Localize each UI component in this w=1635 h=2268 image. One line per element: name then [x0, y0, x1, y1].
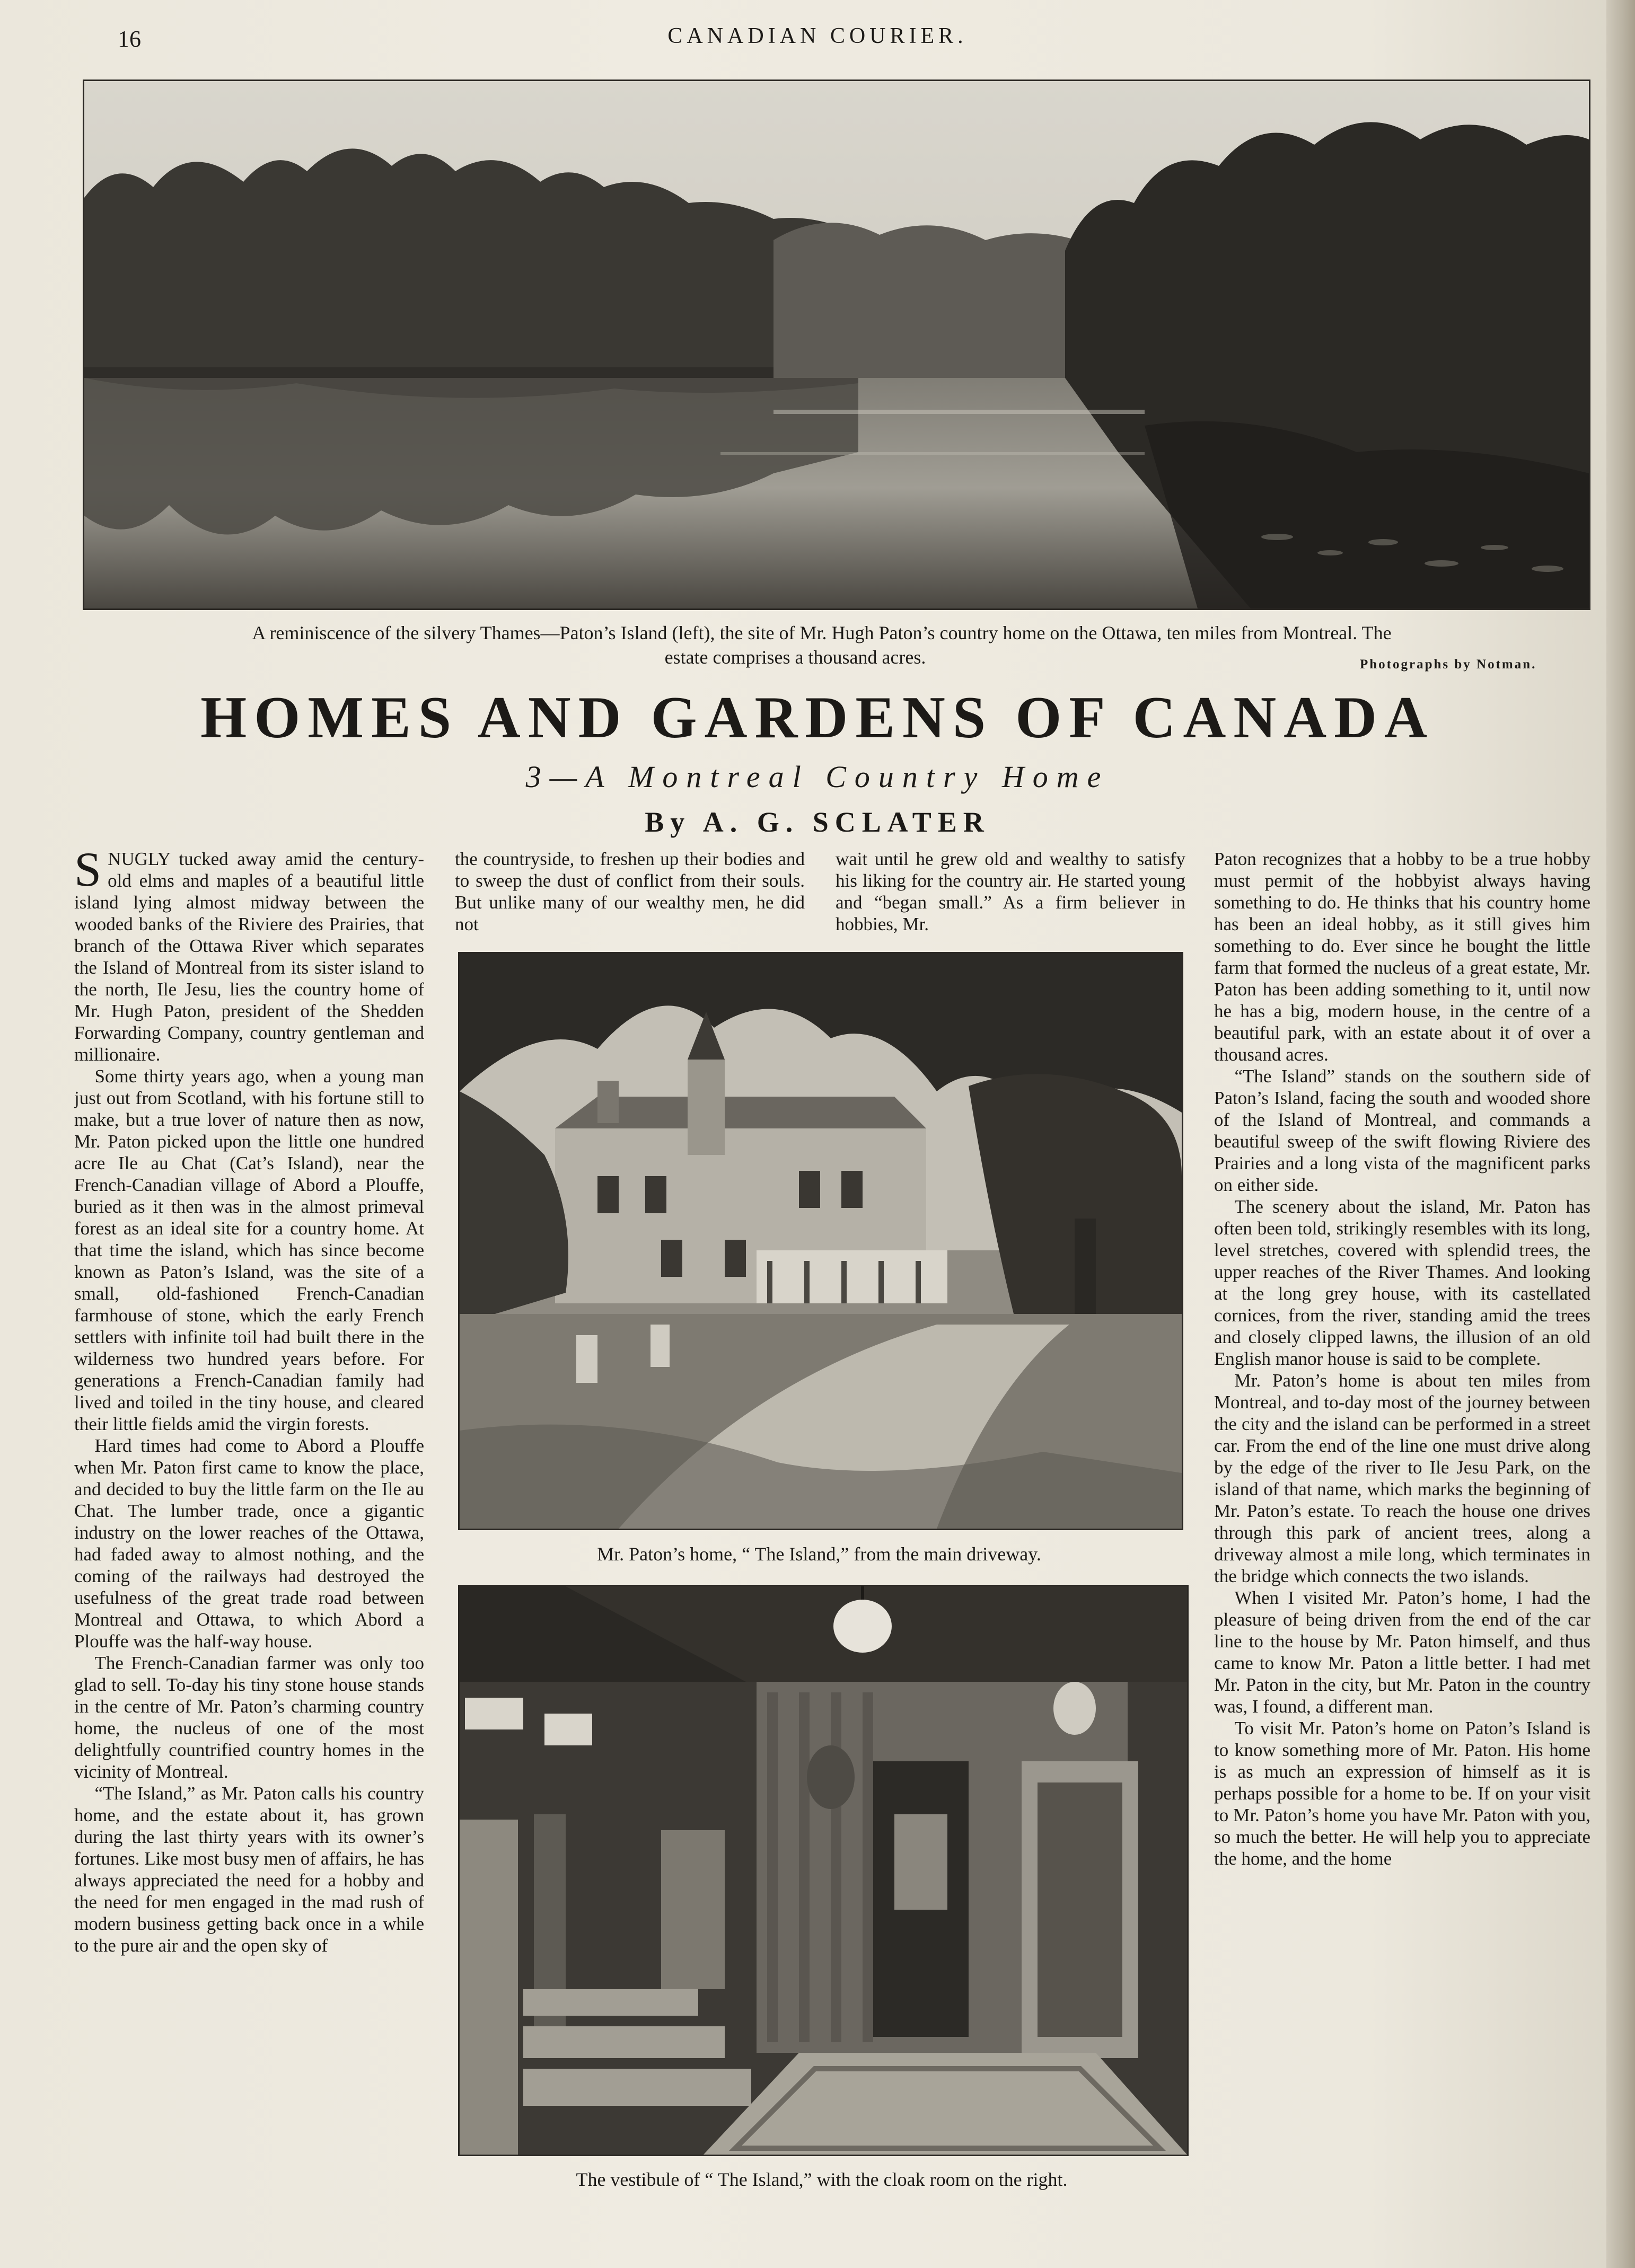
- col4-paragraph-3: The scenery about the island, Mr. Paton has often been told, strikingly resembles with its long, level stretches, covered with splendid trees, the upper reaches of the River Thames. And looking at the long grey house, with its castellated cornices, from the river, standing amid the trees and closely clipped lawns, the illusion of an old English manor house is said to be complete.: [1214, 1196, 1590, 1369]
- article-headline: HOMES AND GARDENS OF CANADA: [200, 685, 1435, 751]
- running-head: CANADIAN COURIER.: [667, 24, 968, 48]
- river-landscape-image: [84, 81, 1589, 608]
- col1-paragraph-2: Some thirty years ago, when a young man just out from Scotland, with his fortune still to make, but a true lover of nature then as now, Mr. Paton picked upon the little one hundred acre Ile au Chat (Cat’s Island), near the French-Canadian village of Abord a Plouffe, buried as it then was in the almost primeval forest as an ideal site for a country home. At that time the island, which has since become known as Paton’s Island, was the site of a small, old-fashioned French-Canadian farmhouse of stone, which the early French settlers with infinite toil had built there in the wilderness two hundred years before. For generations a French-Canadian family had lived and toiled in the tiny house, and cleared their little fields amid the virgin forests.: [74, 1066, 424, 1434]
- drop-cap: S: [74, 848, 102, 896]
- col4-paragraph-1: Paton recognizes that a hobby to be a true hobby must permit of the hobbyist always having something to do. He thinks that his country home has been an ideal hobby, as it still gives him something to do. Ever since he bought the little farm that formed the nucleus of a great estate, Mr. Paton has been adding something to it, until now he has a big, modern house, in the centre of a beautiful park, with an estate about it of over a thousand acres.: [1214, 849, 1590, 1065]
- article-column-1: [74, 848, 424, 2205]
- article-subhead: 3—A Montreal Country Home: [525, 760, 1110, 794]
- photo-credit: Photographs by Notman.: [1360, 657, 1537, 672]
- top-photo-caption-line1: A reminiscence of the silvery Thames—Paton’s Island (left), the site of Mr. Hugh Paton’s country home on the Ottawa, ten miles from Montreal. The: [252, 622, 1392, 643]
- col1-paragraph-1: SNUGLY tucked away amid the century-old elms and maples of a beautiful little island lying almost midway between the wooded banks of the Riviere des Prairies, that branch of the Ottawa River which separates the Island of Montreal from its sister island to the north, Ile Jesu, lies the country home of Mr. Hugh Paton, president of the Shedden Forwarding Company, country gentleman and millionaire.: [74, 848, 424, 1065]
- article-column-2: [455, 848, 805, 938]
- article-column-4: [1214, 848, 1590, 2205]
- vestibule-photo: [458, 1585, 1189, 2156]
- top-photo-caption-line2: estate comprises a thousand acres.: [664, 647, 926, 668]
- col4-paragraph-6: To visit Mr. Paton’s home on Paton’s Island is to know something more of Mr. Paton. His home is as much an expression of himself as it is perhaps possible for a home to be. If on your visit to Mr. Paton’s home you have Mr. Paton with you, so much the better. He will help you to appreciate the home, and the home: [1214, 1718, 1590, 1869]
- col1-paragraph-5: “The Island,” as Mr. Paton calls his country home, and the estate about it, has grown during the last thirty years with its owner’s fortunes. Like most busy men of affairs, he has always appreciated the need for a hobby and the need for men engaged in the mad rush of modern business getting back once in a while to the pure air and the open sky of: [74, 1783, 424, 1956]
- article-byline: By A. G. SCLATER: [645, 806, 990, 838]
- col2-paragraph: the countryside, to freshen up their bodies and to sweep the dust of conflict from their souls. But unlike many of our wealthy men, he did not: [455, 849, 805, 934]
- col4-paragraph-4: Mr. Paton’s home is about ten miles from Montreal, and to-day most of the journey between the city and the island can be performed in a street car. From the end of the line one must drive along by the edge of the river to Ile Jesu Park, on the island of that name, which marks the beginning of Mr. Paton’s estate. To reach the house one drives through this park of ancient trees, along a driveway almost a mile long, which terminates in the bridge which connects the two islands.: [1214, 1370, 1590, 1586]
- col4-paragraph-5: When I visited Mr. Paton’s home, I had the pleasure of being driven from the end of the car line to the house by Mr. Paton himself, and thus came to know Mr. Paton a little better. I had met Mr. Paton in the city, but Mr. Paton in the country was, I found, a different man.: [1214, 1587, 1590, 1717]
- vestibule-photo-caption: The vestibule of “ The Island,” with the cloak room on the right.: [576, 2169, 1068, 2190]
- top-landscape-photo: [83, 80, 1590, 610]
- page-number: 16: [118, 26, 141, 52]
- house-driveway-photo: [458, 952, 1183, 1530]
- col1-paragraph-3: Hard times had come to Abord a Plouffe when Mr. Paton first came to know the place, and decided to buy the little farm on the Ile au Chat. The lumber trade, once a gigantic industry on the lower reaches of the Ottawa, had faded away to almost nothing, and the coming of the railways had destroyed the usefulness of the great trade road between Montreal and Ottawa, to which Abord a Plouffe was the half-way house.: [74, 1435, 424, 1652]
- page-gutter: [1606, 0, 1635, 2268]
- house-photo-caption: Mr. Paton’s home, “ The Island,” from the main driveway.: [597, 1543, 1041, 1565]
- vestibule-image: [460, 1586, 1187, 2155]
- col1-paragraph-4: The French-Canadian farmer was only too glad to sell. To-day his tiny stone house stands in the centre of Mr. Paton’s charming country home, the nucleus of one of the most delightfully countrified country homes in the vicinity of Montreal.: [74, 1653, 424, 1782]
- col3-paragraph: wait until he grew old and wealthy to satisfy his liking for the country air. He started young and “began small.” As a firm believer in hobbies, Mr.: [836, 849, 1185, 934]
- house-image: [460, 954, 1182, 1529]
- col4-paragraph-2: “The Island” stands on the southern side of Paton’s Island, facing the south and wooded shore of the Island of Montreal, and commands a beautiful sweep of the swift flowing Riviere des Prairies and a long vista of the magnificent parks on either side.: [1214, 1066, 1590, 1195]
- article-column-3: [836, 848, 1185, 938]
